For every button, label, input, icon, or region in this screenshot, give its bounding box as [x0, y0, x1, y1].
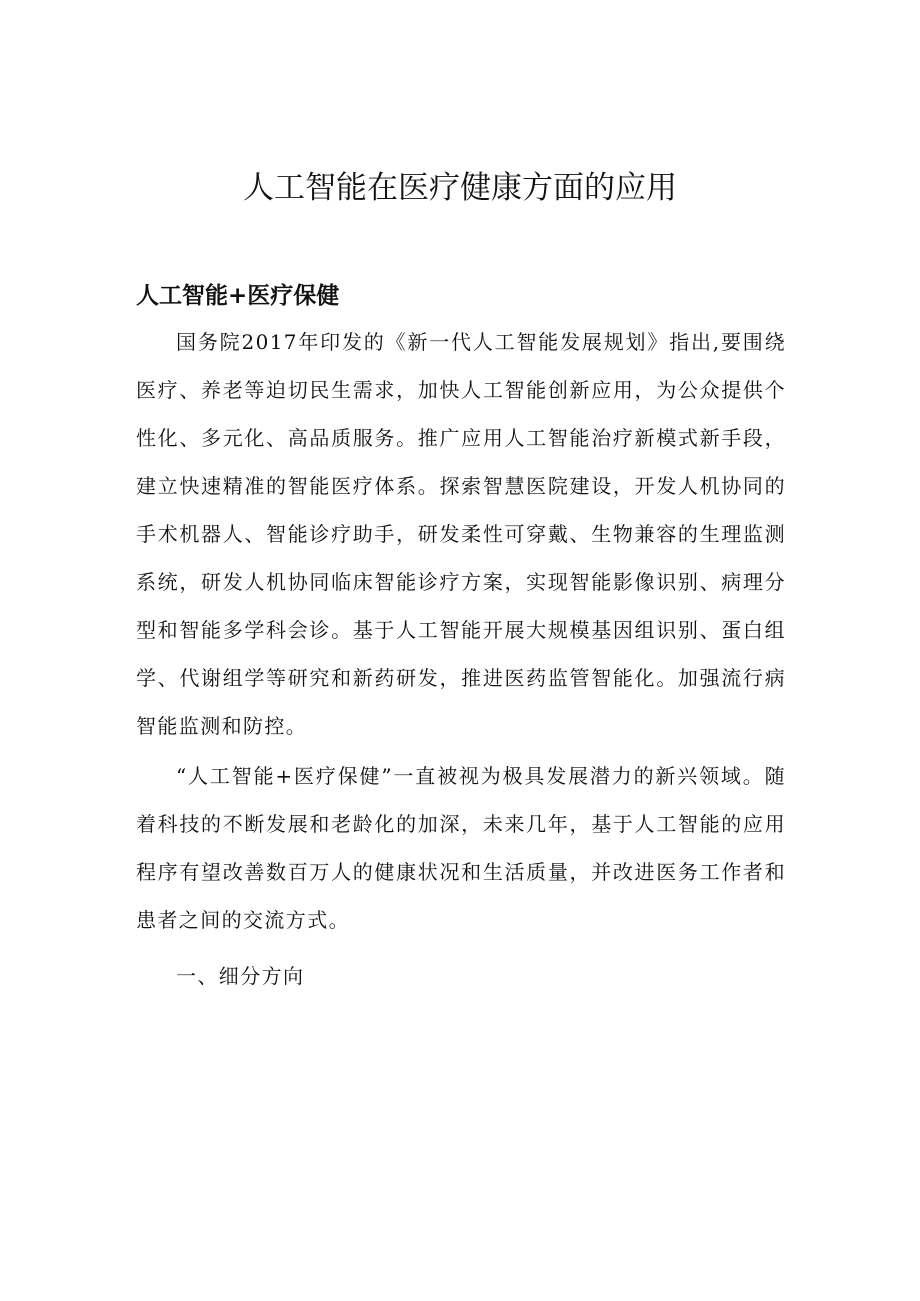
document-title: 人工智能在医疗健康方面的应用: [243, 170, 677, 206]
body-paragraph: 国务院2017年印发的《新一代人工智能发展规划》指出,要围绕医疗、养老等迫切民生需求，加快人工智能创新应用，为公众提供个性化、多元化、高品质服务。推广应用人工智能治疗新模式新手段，建立快速精准的智能医疗体系。探索智慧医院建设，开发人机协同的手术机器人、智能诊疗助手，研发柔性可穿戴、生物兼容的生理监测系统，研发人机协同临床智能诊疗方案，实现智能影像识别、病理分型和智能多学科会诊。基于人工智能开展大规模基因组识别、蛋白组学、代谢组学等研究和新药研发，推进医药监管智能化。加强流行病智能监测和防控。: [136, 330, 786, 738]
section-heading: 人工智能+医疗保健: [136, 283, 340, 309]
subsection-heading: 一、细分方向: [176, 964, 305, 988]
body-paragraph: “人工智能+医疗保健”一直被视为极具发展潜力的新兴领域。随着科技的不断发展和老龄化的加深，未来几年，基于人工智能的应用程序有望改善数百万人的健康状况和生活质量，并改进医务工作者和患者之间的交流方式。: [136, 764, 786, 932]
